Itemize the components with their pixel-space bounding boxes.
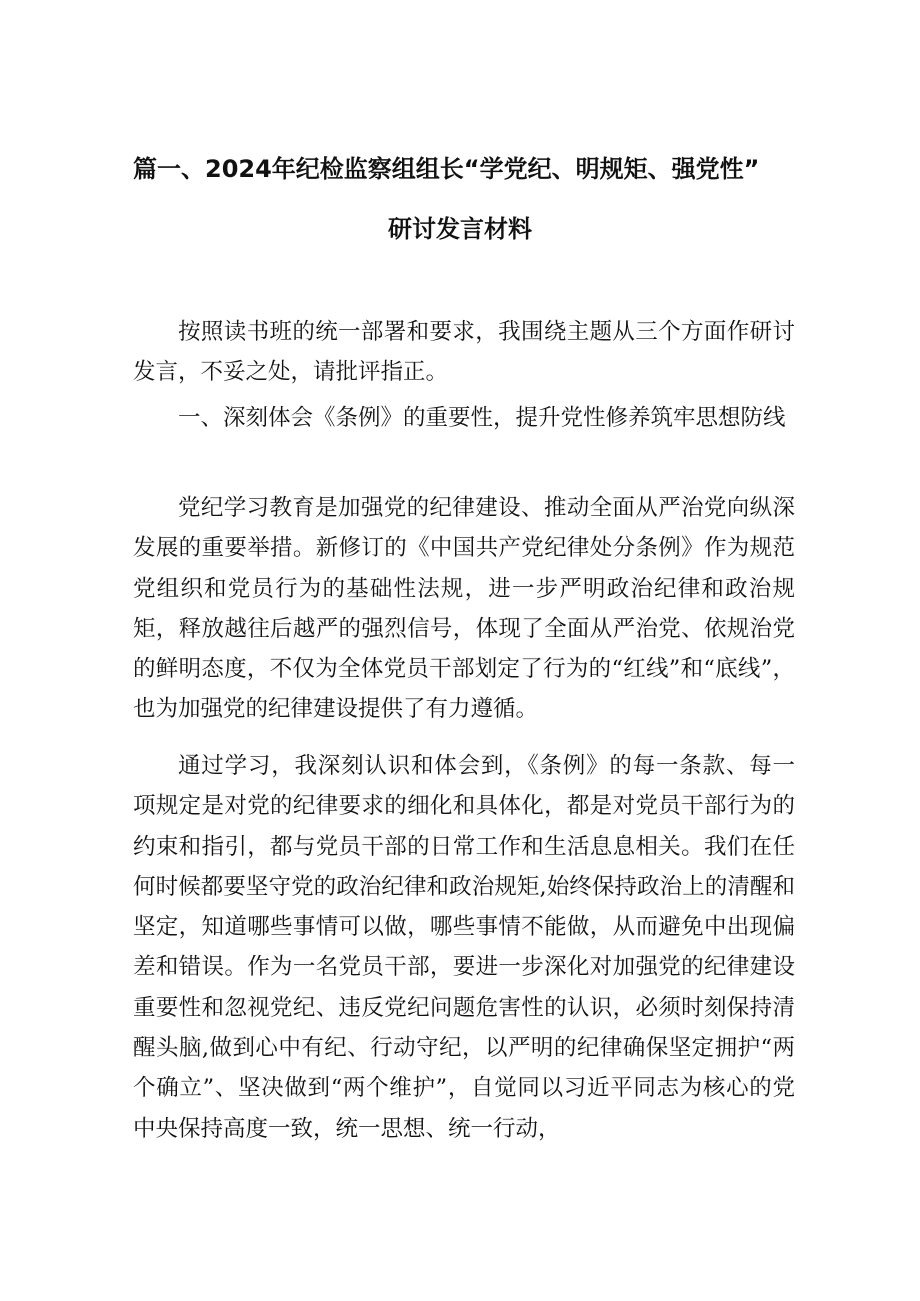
document-title-line-1: 篇一、2024年纪检监察组组长“学党纪、明规矩、强党性” [133,155,760,183]
body-paragraph-1: 党纪学习教育是加强党的纪律建设、推动全面从严治党向纵深发展的重要举措。新修订的《中国共产党纪律处分条例》作为规范党组织和党员行为的基础性法规，进一步严明政治纪律和政治规矩，释放越往后越严的强烈信号，体现了全面从严治党、依规治党的鲜明态度，不仅为全体党员干部划定了行为的“红线”和“底线”，也为加强党的纪律建设提供了有力遵循。 [133,495,795,723]
intro-paragraph: 按照读书班的统一部署和要求，我围绕主题从三个方面作研讨发言，不妥之处，请批评指正。 [133,319,795,386]
section-heading-1: 一、深刻体会《条例》的重要性，提升党性修养筑牢思想防线 [178,405,786,431]
document-title-line-2: 研讨发言材料 [388,215,532,243]
body-paragraph-2: 通过学习，我深刻认识和体会到，《条例》的每一条款、每一项规定是对党的纪律要求的细化和具体化，都是对党员干部行为的约束和指引，都与党员干部的日常工作和生活息息相关。我们在任何时候都要坚守党的政治纪律和政治规矩,始终保持政治上的清醒和坚定，知道哪些事情可以做，哪些事情不能做，从而避免中出现偏差和错误。作为一名党员干部，要进一步深化对加强党的纪律建设重要性和忽视党纪、违反党纪问题危害性的认识，必须时刻保持清醒头脑,做到心中有纪、行动守纪，以严明的纪律确保坚定拥护“两个确立”、坚决做到“两个维护”，自觉同以习近平同志为核心的党中央保持高度一致，统一思想、统一行动， [133,753,795,1142]
